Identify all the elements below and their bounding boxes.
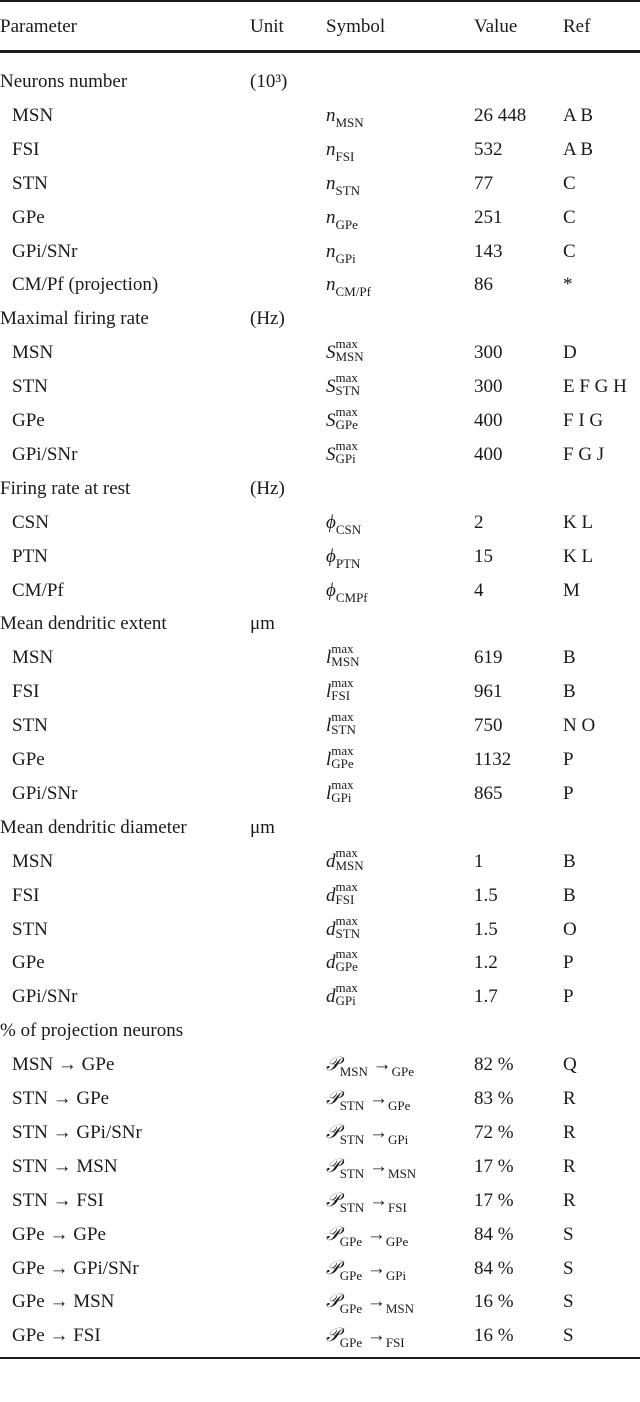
symbol-base: S: [326, 376, 336, 398]
symbol-target-subscript: GPi: [385, 1267, 407, 1283]
row-symbol: [326, 1252, 406, 1287]
symbol-subscript: MSN: [339, 1064, 368, 1080]
row-value: 143: [474, 240, 503, 262]
symbol-base: S: [326, 410, 336, 431]
row-ref: N O: [563, 715, 596, 737]
section-unit: (Hz): [250, 308, 285, 330]
row-symbol: [326, 506, 361, 541]
header-ref: Ref: [563, 16, 591, 37]
row-symbol: [326, 268, 371, 303]
table-row: [0, 268, 640, 302]
symbol-subscript: FSI: [335, 148, 355, 164]
arrow-icon: →: [364, 1088, 389, 1109]
row-symbol: [326, 1150, 416, 1185]
symbol-superscript: max: [331, 641, 354, 657]
symbol-subscript: STN: [335, 925, 361, 941]
row-value: 15: [474, 545, 493, 567]
row-parameter-name: STN → FSI: [12, 1189, 104, 1211]
symbol-base: d: [326, 986, 336, 1008]
row-ref: P: [563, 749, 574, 770]
row-value: 400: [474, 443, 503, 465]
row-ref: S: [563, 1291, 574, 1313]
row-symbol: [326, 675, 365, 709]
row-value: 77: [474, 172, 493, 194]
symbol-base: 𝒫: [326, 1155, 340, 1177]
section-unit: μm: [250, 816, 275, 838]
symbol-subscript: STN: [339, 1199, 365, 1215]
arrow-icon: →: [362, 1257, 386, 1279]
symbol-base: d: [326, 952, 336, 974]
row-value: 17 %: [474, 1189, 514, 1211]
symbol-subscript: PTN: [335, 555, 361, 571]
symbol-subscript: STN: [331, 722, 356, 738]
row-parameter-name: GPe → GPe: [12, 1223, 106, 1245]
row-value: 4: [474, 579, 484, 601]
symbol-subscript: GPe: [339, 1301, 363, 1317]
symbol-subscript: GPe: [335, 216, 358, 232]
header-unit: Unit: [250, 16, 284, 37]
symbol-target-subscript: FSI: [385, 1335, 405, 1351]
row-value: 300: [474, 376, 503, 398]
row-symbol: [326, 913, 370, 947]
row-ref: B: [563, 681, 576, 703]
symbol-superscript: max: [331, 743, 354, 758]
row-parameter-name: GPe: [12, 952, 45, 974]
symbol-base: 𝒫: [326, 1223, 340, 1245]
table-row: [0, 438, 640, 472]
row-parameter-name: MSN → GPe: [12, 1054, 115, 1076]
row-parameter-name: STN → GPe: [12, 1088, 110, 1109]
row-value: 1.5: [474, 884, 498, 906]
symbol-subscript: GPe: [331, 756, 354, 771]
symbol-sup-sub: [331, 711, 365, 737]
section-header-row: [0, 811, 640, 845]
symbol-sup-sub: [336, 372, 370, 398]
bottom-rule: [0, 1357, 640, 1359]
row-parameter-name: FSI: [12, 681, 40, 703]
symbol-sup-sub: [335, 878, 370, 907]
symbol-base: ϕ: [326, 579, 336, 601]
symbol-target-subscript: GPi: [388, 1131, 409, 1147]
row-value: 251: [474, 206, 503, 228]
top-rule: [0, 0, 640, 2]
row-ref: B: [563, 884, 576, 906]
symbol-target-subscript: GPe: [385, 1233, 409, 1249]
symbol-base: l: [326, 749, 332, 770]
symbol-superscript: max: [335, 404, 358, 419]
symbol-base: n: [326, 274, 336, 296]
header-symbol: Symbol: [326, 16, 386, 37]
row-symbol: [326, 1184, 407, 1219]
row-value: 16 %: [474, 1325, 514, 1347]
row-value: 16 %: [474, 1291, 514, 1313]
symbol-base: 𝒫: [326, 1088, 340, 1109]
symbol-base: 𝒫: [326, 1121, 340, 1143]
symbol-superscript: max: [335, 437, 358, 453]
row-symbol: [326, 201, 358, 236]
symbol-subscript: STN: [339, 1098, 365, 1113]
row-value: 84 %: [474, 1223, 514, 1245]
table-row: [0, 506, 640, 540]
section-unit: (10³): [250, 71, 288, 92]
symbol-subscript: FSI: [331, 688, 351, 704]
row-ref: C: [563, 206, 576, 228]
symbol-base: S: [326, 342, 336, 364]
symbol-base: n: [326, 206, 336, 228]
section-header-row: [0, 65, 640, 99]
table-row: [0, 133, 640, 167]
symbol-base: ϕ: [326, 511, 336, 533]
row-ref: A B: [563, 104, 594, 126]
row-value: 1.5: [474, 918, 498, 940]
symbol-subscript: MSN: [335, 857, 364, 873]
symbol-base: 𝒫: [326, 1189, 340, 1211]
symbol-superscript: max: [335, 336, 358, 352]
section-title: % of projection neurons: [0, 1020, 184, 1042]
row-parameter-name: STN: [12, 715, 48, 737]
table-row: [0, 167, 640, 201]
table-row: [0, 540, 640, 574]
symbol-subscript: FSI: [335, 891, 355, 907]
symbol-superscript: max: [335, 912, 358, 928]
table-row: [0, 709, 640, 743]
row-ref: K L: [563, 511, 594, 533]
row-parameter-name: STN: [12, 376, 48, 398]
row-value: 83 %: [474, 1088, 514, 1109]
symbol-target-subscript: MSN: [385, 1301, 415, 1317]
table-row: [0, 1048, 640, 1082]
symbol-superscript: max: [331, 675, 354, 691]
arrow-icon: →: [364, 1121, 389, 1143]
table-row: [0, 404, 640, 438]
row-ref: D: [563, 342, 577, 364]
row-ref: P: [563, 782, 574, 804]
table-row: [0, 336, 640, 370]
symbol-sup-sub: [336, 948, 370, 974]
table-row: [0, 1184, 640, 1218]
row-value: 1.7: [474, 986, 498, 1008]
symbol-subscript: MSN: [335, 114, 364, 130]
symbol-subscript: CSN: [335, 521, 362, 537]
row-ref: R: [563, 1189, 576, 1211]
arrow-icon: →: [362, 1223, 386, 1245]
table-row: [0, 1150, 640, 1184]
row-parameter-name: STN → GPi/SNr: [12, 1121, 142, 1143]
section-unit: (Hz): [250, 477, 285, 499]
symbol-base: l: [326, 715, 332, 737]
row-ref: P: [563, 986, 574, 1008]
symbol-base: 𝒫: [326, 1325, 340, 1347]
row-symbol: [326, 1048, 414, 1083]
symbol-subscript: GPe: [335, 959, 358, 975]
row-parameter-name: GPe → MSN: [12, 1291, 115, 1313]
symbol-sup-sub: [335, 844, 370, 873]
row-ref: R: [563, 1121, 576, 1143]
row-parameter-name: GPe: [12, 749, 45, 770]
row-value: 2: [474, 511, 484, 533]
symbol-subscript: GPe: [335, 417, 358, 432]
symbol-base: n: [326, 104, 336, 126]
table-row: [0, 370, 640, 404]
row-parameter-name: GPi/SNr: [12, 240, 78, 262]
arrow-icon: →: [362, 1325, 386, 1347]
symbol-sup-sub: [331, 745, 365, 771]
symbol-sup-sub: [331, 643, 365, 669]
section-header-row: [0, 472, 640, 506]
table-row: [0, 574, 640, 608]
row-ref: B: [563, 850, 576, 872]
section-title: Firing rate at rest: [0, 477, 131, 499]
row-ref: *: [563, 274, 573, 296]
row-symbol: [326, 709, 365, 743]
row-symbol: [326, 879, 370, 913]
table-row: [0, 1218, 640, 1252]
row-symbol: [326, 845, 370, 879]
row-parameter-name: MSN: [12, 342, 54, 364]
symbol-subscript: GPi: [335, 450, 356, 466]
row-parameter-name: GPe → FSI: [12, 1325, 101, 1347]
symbol-sup-sub: [336, 982, 370, 1008]
symbol-subscript: STN: [335, 383, 361, 399]
row-value: 532: [474, 138, 503, 160]
symbol-base: l: [326, 782, 332, 804]
symbol-superscript: max: [331, 709, 354, 725]
symbol-subscript: GPi: [335, 993, 356, 1009]
symbol-superscript: max: [335, 370, 358, 386]
symbol-subscript: GPe: [339, 1233, 363, 1249]
row-symbol: [326, 540, 360, 575]
row-parameter-name: FSI: [12, 884, 40, 906]
row-ref: B: [563, 647, 576, 669]
row-value: 86: [474, 274, 493, 296]
row-symbol: [326, 1218, 408, 1253]
row-parameter-name: MSN: [12, 850, 54, 872]
row-ref: P: [563, 952, 574, 974]
table-row: [0, 201, 640, 235]
symbol-target-subscript: GPe: [388, 1098, 411, 1113]
symbol-sup-sub: [336, 338, 370, 364]
symbol-base: 𝒫: [326, 1054, 340, 1076]
symbol-subscript: GPi: [331, 789, 352, 805]
row-ref: O: [563, 918, 577, 940]
symbol-base: S: [326, 443, 336, 465]
row-symbol: [326, 1116, 408, 1151]
row-symbol: [326, 946, 370, 980]
row-value: 300: [474, 342, 503, 364]
row-value: 26 448: [474, 104, 527, 126]
symbol-subscript: STN: [339, 1131, 365, 1147]
symbol-subscript: MSN: [331, 654, 360, 670]
table-row: [0, 1116, 640, 1150]
header-parameter: Parameter: [0, 16, 78, 37]
table-row: [0, 1082, 640, 1116]
row-symbol: [326, 1319, 405, 1354]
row-symbol: [326, 574, 368, 609]
table-row: [0, 777, 640, 811]
symbol-target-subscript: FSI: [388, 1199, 407, 1215]
table-row: [0, 641, 640, 675]
row-ref: S: [563, 1257, 574, 1279]
row-symbol: [326, 1082, 410, 1117]
symbol-subscript: GPi: [335, 250, 356, 266]
row-ref: E F G H: [563, 376, 627, 398]
symbol-base: n: [326, 240, 336, 262]
row-value: 72 %: [474, 1121, 514, 1143]
row-parameter-name: GPi/SNr: [12, 782, 78, 804]
table-row: [0, 1252, 640, 1286]
arrow-icon: →: [367, 1054, 392, 1076]
symbol-sup-sub: [335, 912, 370, 941]
row-symbol: [326, 235, 356, 270]
row-value: 17 %: [474, 1155, 514, 1177]
table-row: [0, 1285, 640, 1319]
row-ref: Q: [563, 1054, 577, 1076]
row-value: 1132: [474, 749, 512, 770]
row-ref: R: [563, 1088, 576, 1109]
row-symbol: [326, 167, 360, 202]
row-symbol: [326, 404, 370, 438]
symbol-base: n: [326, 172, 336, 194]
arrow-icon: →: [362, 1291, 386, 1313]
row-parameter-name: GPe: [12, 410, 45, 431]
symbol-base: d: [326, 918, 336, 940]
section-header-row: [0, 607, 640, 641]
symbol-subscript: MSN: [335, 349, 364, 365]
section-title: Mean dendritic extent: [0, 613, 167, 635]
arrow-icon: →: [364, 1189, 389, 1211]
row-value: 1: [474, 850, 484, 872]
header-row: [0, 10, 640, 44]
header-value: Value: [474, 16, 518, 37]
row-parameter-name: MSN: [12, 104, 54, 126]
row-ref: C: [563, 240, 576, 262]
row-symbol: [326, 133, 354, 168]
row-ref: F I G: [563, 410, 604, 431]
symbol-sup-sub: [331, 776, 365, 805]
section-header-row: [0, 302, 640, 336]
symbol-base: d: [326, 850, 336, 872]
row-parameter-name: PTN: [12, 545, 48, 567]
symbol-subscript: STN: [339, 1165, 365, 1181]
row-ref: K L: [563, 545, 594, 567]
row-value: 619: [474, 647, 503, 669]
row-value: 82 %: [474, 1054, 514, 1076]
row-symbol: [326, 370, 370, 404]
row-value: 400: [474, 410, 503, 431]
row-symbol: [326, 980, 370, 1014]
row-symbol: [326, 438, 370, 472]
row-symbol: [326, 777, 365, 811]
row-parameter-name: CSN: [12, 511, 49, 533]
section-unit: μm: [250, 613, 275, 635]
symbol-superscript: max: [335, 946, 358, 962]
table-row: [0, 99, 640, 133]
symbol-target-subscript: MSN: [388, 1165, 417, 1181]
symbol-subscript: CM/Pf: [335, 284, 371, 300]
symbol-base: l: [326, 681, 332, 703]
symbol-target-subscript: GPe: [391, 1064, 415, 1080]
row-value: 84 %: [474, 1257, 514, 1279]
symbol-base: d: [326, 884, 336, 906]
symbol-base: 𝒫: [326, 1291, 340, 1313]
symbol-superscript: max: [335, 844, 358, 860]
symbol-subscript: GPe: [339, 1335, 363, 1351]
row-value: 865: [474, 782, 503, 804]
symbol-superscript: max: [331, 776, 354, 792]
row-parameter-name: GPi/SNr: [12, 443, 78, 465]
row-value: 750: [474, 715, 503, 737]
row-ref: M: [563, 579, 580, 601]
row-parameter-name: GPe → GPi/SNr: [12, 1257, 139, 1279]
row-parameter-name: CM/Pf: [12, 579, 64, 601]
table-row: [0, 845, 640, 879]
symbol-subscript: STN: [335, 182, 361, 198]
row-parameter-name: STN → MSN: [12, 1155, 118, 1177]
section-header-row: [0, 1014, 640, 1048]
section-title: Maximal firing rate: [0, 308, 149, 330]
symbol-sup-sub: [336, 406, 370, 432]
row-parameter-name: MSN: [12, 647, 54, 669]
table-row: [0, 980, 640, 1014]
row-parameter-name: GPe: [12, 206, 45, 228]
row-ref: R: [563, 1155, 576, 1177]
section-title: Neurons number: [0, 71, 128, 92]
symbol-base: 𝒫: [326, 1257, 340, 1279]
arrow-icon: →: [364, 1155, 389, 1177]
symbol-subscript: CMPf: [335, 589, 368, 605]
table-row: [0, 675, 640, 709]
row-ref: F G J: [563, 443, 605, 465]
header-rule: [0, 50, 640, 53]
row-ref: C: [563, 172, 576, 194]
row-symbol: [326, 1285, 414, 1320]
symbol-base: ϕ: [326, 545, 336, 567]
row-parameter-name: STN: [12, 918, 48, 940]
row-parameter-name: FSI: [12, 138, 40, 160]
table-row: [0, 1319, 640, 1353]
symbol-sup-sub: [335, 437, 370, 466]
row-symbol: [326, 641, 365, 675]
row-parameter-name: CM/Pf (projection): [12, 274, 159, 296]
row-ref: A B: [563, 138, 594, 160]
row-value: 961: [474, 681, 503, 703]
table-row: [0, 235, 640, 269]
table-row: [0, 879, 640, 913]
row-parameter-name: STN: [12, 172, 48, 194]
symbol-sup-sub: [331, 677, 365, 703]
row-symbol: [326, 99, 364, 134]
row-ref: S: [563, 1325, 574, 1347]
table-row: [0, 946, 640, 980]
row-ref: S: [563, 1223, 574, 1245]
symbol-base: n: [326, 138, 336, 160]
table-row: [0, 743, 640, 777]
row-symbol: [326, 743, 365, 777]
row-value: 1.2: [474, 952, 498, 974]
symbol-superscript: max: [335, 980, 358, 996]
table-row: [0, 913, 640, 947]
section-title: Mean dendritic diameter: [0, 816, 187, 838]
symbol-base: l: [326, 647, 332, 669]
row-parameter-name: GPi/SNr: [12, 986, 78, 1008]
row-symbol: [326, 336, 370, 370]
symbol-superscript: max: [335, 878, 358, 894]
symbol-subscript: GPe: [339, 1267, 363, 1283]
